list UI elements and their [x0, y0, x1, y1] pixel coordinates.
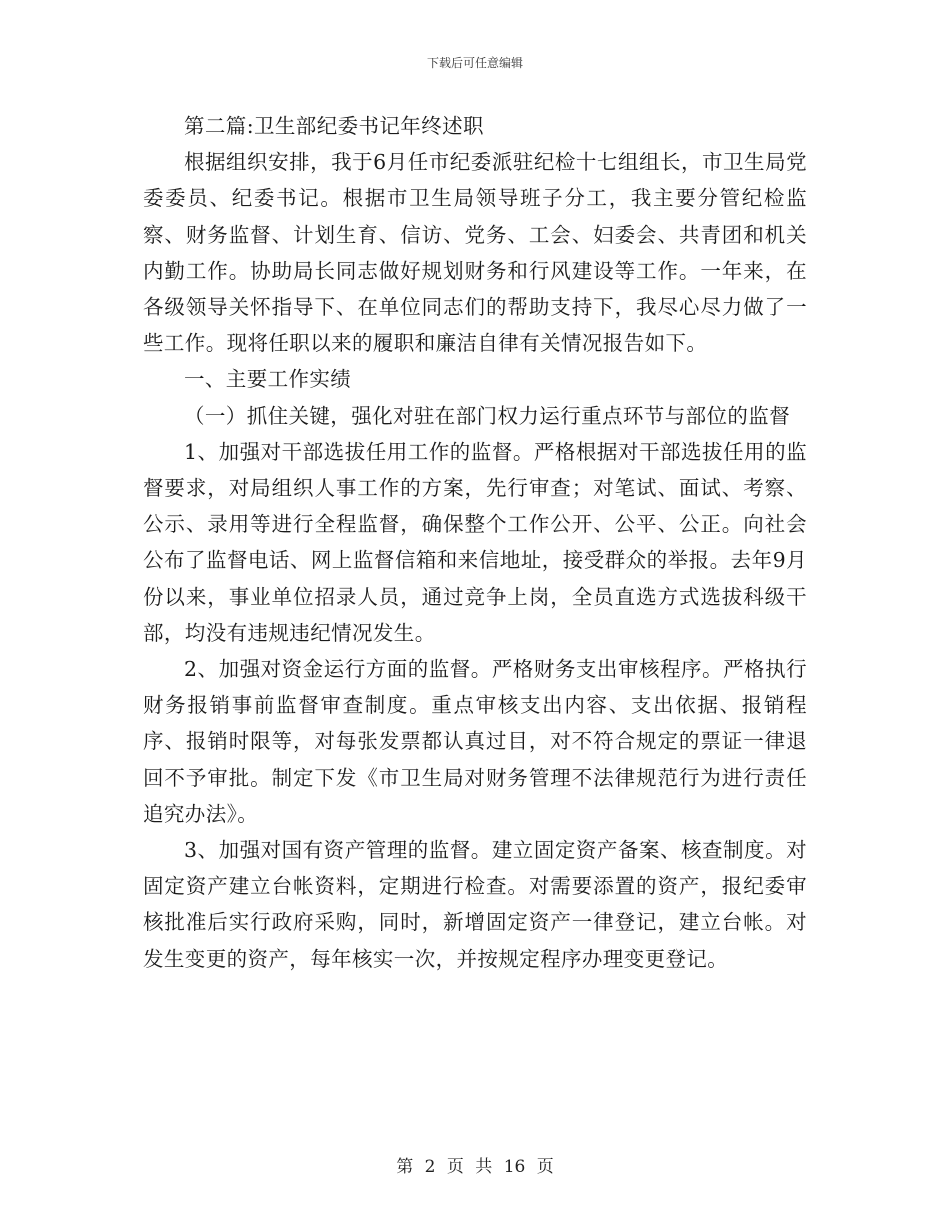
subheading-key-supervision: （一）抓住关键，强化对驻在部门权力运行重点环节与部位的监督 [184, 403, 791, 428]
page-number: 第 2 页 共 16 页 [396, 1157, 554, 1177]
paragraph-item-2: 2、加强对资金运行方面的监督。严格财务支出审核程序。严格执行财务报销事前监督审查制度。重点审核支出内容、支出依据、报销程序、报销时限等，对每张发票都认真过目，对不符合规定的票证一律退回不予审批。制定下发《市卫生局对财务管理不法律规范行为进行责任追究办法》。 [143, 657, 807, 826]
page-header-note: 下载后可任意编辑 [426, 56, 523, 70]
intro-paragraph: 根据组织安排，我于6月任市纪委派驻纪检十七组组长，市卫生局党委委员、纪委书记。根据市卫生局领导班子分工，我主要分管纪检监察、财务监督、计划生育、信访、党务、工会、妇委会、共青团和机关内勤工作。协助局长同志做好规划财务和行风建设等工作。一年来，在各级领导关怀指导下、在单位同志们的帮助支持下，我尽心尽力做了一些工作。现将任职以来的履职和廉洁自律有关情况报告如下。 [143, 150, 807, 356]
section-title: 第二篇:卫生部纪委书记年终述职 [184, 114, 484, 138]
document-body [143, 108, 807, 977]
paragraph-item-1: 1、加强对干部选拔任用工作的监督。严格根据对干部选拔任用的监督要求，对局组织人事工作的方案，先行审查；对笔试、面试、考察、公示、录用等进行全程监督，确保整个工作公开、公平、公正。向社会公布了监督电话、网上监督信箱和来信地址，接受群众的举报。去年9月份以来，事业单位招录人员，通过竞争上岗，全员直选方式选拔科级干部，均没有违规违纪情况发生。 [143, 439, 807, 645]
heading-main-achievements: 一、主要工作实绩 [184, 367, 352, 392]
paragraph-item-3: 3、加强对国有资产管理的监督。建立固定资产备案、核查制度。对固定资产建立台帐资料，定期进行检查。对需要添置的资产，报纪委审核批准后实行政府采购，同时，新增固定资产一律登记，建立台帐。对发生变更的资产，每年核实一次，并按规定程序办理变更登记。 [143, 838, 807, 971]
